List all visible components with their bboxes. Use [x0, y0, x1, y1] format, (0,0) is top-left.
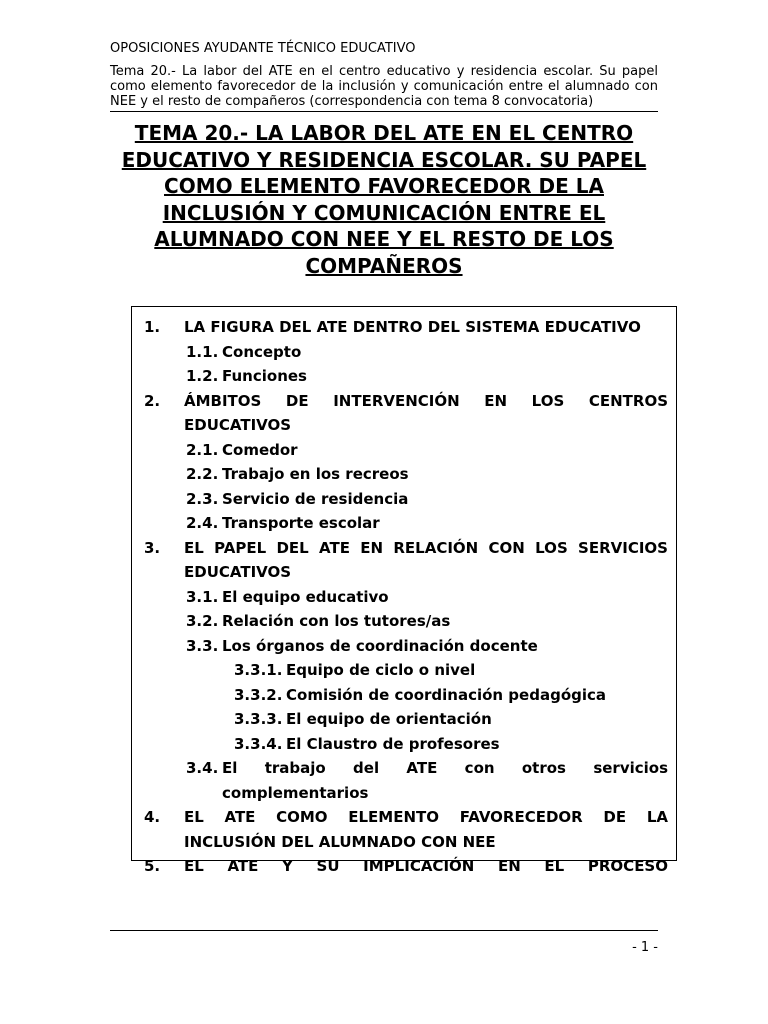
toc-item-5 [144, 854, 668, 879]
toc-item-text-cont: complementarios [222, 783, 369, 802]
document-title: TEMA 20.- LA LABOR DEL ATE EN EL CENTRO EDUCATIVO Y RESIDENCIA ESCOLAR. SU PAPEL COMO ELEMENTO FAVORECEDOR DE LA INCLUSIÓN Y COMUNICACIÓN ENTRE EL ALUMNADO CON NEE Y EL RESTO DE LOS COMPAÑEROS [121, 121, 647, 278]
toc-item-text: El equipo educativo [222, 587, 389, 606]
toc-item-3-3 [144, 634, 668, 659]
table-of-contents [131, 306, 677, 875]
toc-item-3-1 [144, 585, 668, 610]
toc-item-number: 3.1. [186, 587, 219, 606]
toc-item-number: 3.3.3. [234, 710, 283, 728]
toc-item-number: 3.2. [186, 612, 219, 630]
toc-list [144, 315, 668, 879]
toc-item-text: Concepto [222, 342, 302, 361]
toc-item-2-2 [144, 462, 668, 487]
toc-item-text: El trabajo del ATE con otros servicios [222, 759, 668, 777]
toc-item-number: 4. [144, 808, 161, 826]
toc-item-text: EL PAPEL DEL ATE EN RELACIÓN CON LOS SERVICIOS [184, 538, 668, 557]
toc-item-4 [144, 805, 668, 854]
toc-item-text: El equipo de orientación [286, 710, 492, 728]
toc-item-3 [144, 536, 668, 585]
toc-item-text: Trabajo en los recreos [222, 465, 409, 483]
header-title: OPOSICIONES AYUDANTE TÉCNICO EDUCATIVO [110, 41, 416, 56]
toc-item-text: Equipo de ciclo o nivel [286, 661, 476, 679]
toc-item-text: EL ATE Y SU IMPLICACIÓN EN EL PROCESO [184, 857, 668, 875]
toc-item-3-4 [144, 756, 668, 805]
toc-item-1-1 [144, 340, 668, 365]
toc-item-number: 1.2. [186, 367, 219, 385]
toc-item-number: 2.4. [186, 514, 219, 532]
toc-item-text: EL ATE COMO ELEMENTO FAVORECEDOR DE LA [184, 808, 668, 826]
toc-item-3-3-3 [144, 707, 668, 732]
toc-item-text: ÁMBITOS DE INTERVENCIÓN EN LOS CENTROS [184, 391, 668, 410]
toc-item-text-cont: INCLUSIÓN DEL ALUMNADO CON NEE [184, 832, 496, 851]
toc-item-text: LA FIGURA DEL ATE DENTRO DEL SISTEMA EDUCATIVO [184, 318, 641, 336]
toc-item-1 [144, 315, 668, 340]
toc-item-3-3-2 [144, 683, 668, 708]
toc-item-number: 3. [144, 538, 161, 557]
toc-item-text: El Claustro de profesores [286, 734, 500, 753]
toc-item-2-3 [144, 487, 668, 512]
toc-item-number: 2.1. [186, 440, 219, 459]
toc-item-text: Relación con los tutores/as [222, 612, 451, 630]
toc-item-number: 1.1. [186, 342, 219, 361]
toc-item-2-1 [144, 438, 668, 463]
toc-item-text: Transporte escolar [222, 514, 380, 532]
page-header [110, 40, 658, 112]
toc-item-number: 3.3. [186, 636, 219, 655]
toc-item-number: 1. [144, 318, 161, 336]
toc-item-number: 3.4. [186, 759, 219, 777]
toc-item-text: Comisión de coordinación pedagógica [286, 685, 607, 704]
toc-item-3-3-4 [144, 732, 668, 757]
toc-item-number: 3.3.2. [234, 685, 283, 704]
toc-item-text: Comedor [222, 440, 298, 459]
footer-divider [110, 930, 658, 931]
toc-item-3-2 [144, 609, 668, 634]
toc-item-number: 2.2. [186, 465, 219, 483]
toc-item-number: 3.3.4. [234, 734, 283, 753]
toc-item-1-2 [144, 364, 668, 389]
toc-item-text: Servicio de residencia [222, 489, 409, 508]
toc-item-number: 3.3.1. [234, 661, 283, 679]
toc-item-text-cont: EDUCATIVOS [184, 563, 292, 581]
toc-item-2-4 [144, 511, 668, 536]
toc-item-number: 5. [144, 857, 161, 875]
toc-item-3-3-1 [144, 658, 668, 683]
toc-item-text: Los órganos de coordinación docente [222, 636, 538, 655]
page-number: - 1 - [632, 940, 658, 955]
toc-item-text-cont: EDUCATIVOS [184, 416, 292, 434]
toc-item-2 [144, 389, 668, 438]
header-subtitle: Tema 20.- La labor del ATE en el centro educativo y residencia escolar. Su papel como elemento favorecedor de la inclusión y comunicación entre el alumnado con NEE y el resto de compañeros (correspondencia con tema 8 convocatoria) [110, 64, 658, 112]
toc-item-text: Funciones [222, 367, 307, 385]
toc-item-number: 2. [144, 391, 161, 410]
toc-item-number: 2.3. [186, 489, 219, 508]
